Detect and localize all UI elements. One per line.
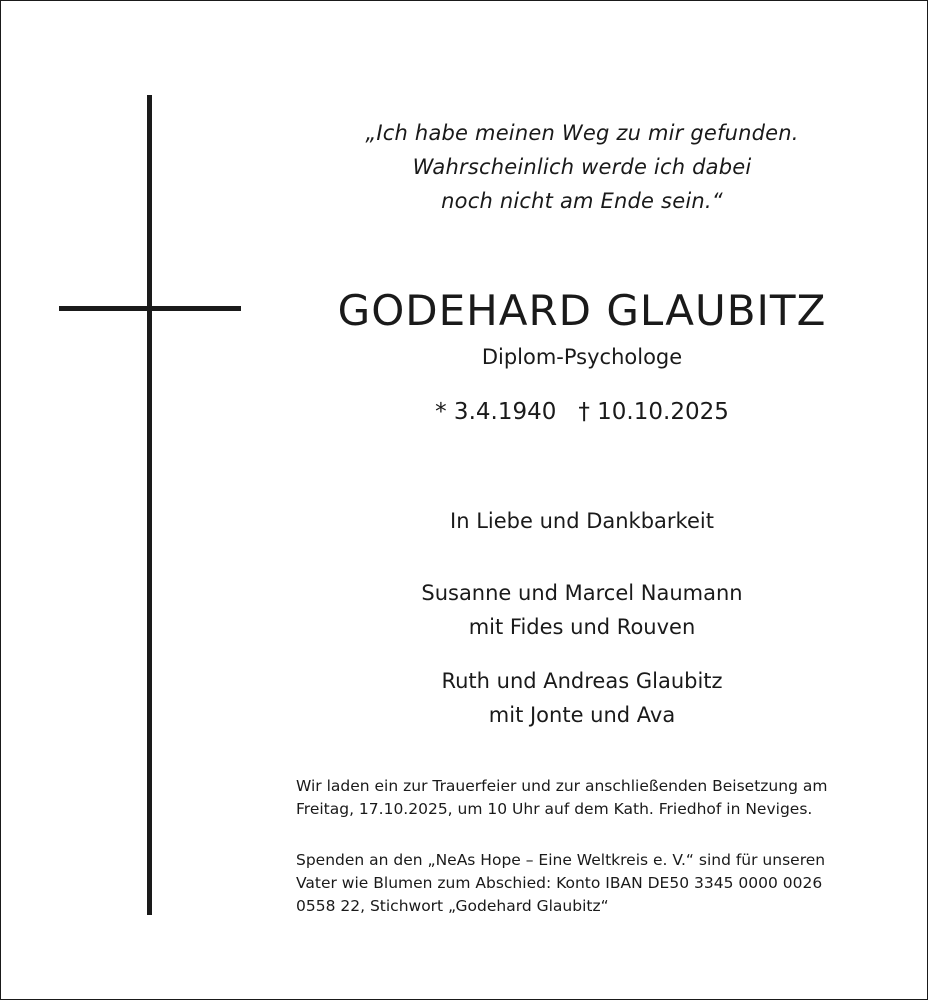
- mourner-family-2: [290, 664, 874, 732]
- cross-horizontal-bar: [59, 306, 241, 311]
- life-dates: [290, 394, 874, 430]
- cross-vertical-bar: [147, 95, 152, 915]
- birth-date: * 3.4.1940: [435, 399, 557, 425]
- donation-notice-line-1: Spenden an den „NeAs Hope – Eine Weltkreis e. V.“ sind für unseren: [296, 851, 826, 869]
- mourner-family-2-children: mit Jonte und Ava: [488, 703, 676, 727]
- mourner-family-2-names: Ruth und Andreas Glaubitz: [441, 669, 723, 693]
- funeral-notice: [296, 775, 896, 821]
- quote-line-1: „Ich habe meinen Weg zu mir gefunden.: [365, 121, 799, 145]
- mourner-family-1-children: mit Fides und Rouven: [468, 615, 696, 639]
- quote-line-3: noch nicht am Ende sein.“: [441, 189, 723, 213]
- deceased-profession: Diplom-Psychologe: [481, 345, 683, 369]
- donation-notice: [296, 849, 896, 918]
- quote-line-2: Wahrscheinlich werde ich dabei: [412, 155, 752, 179]
- mourner-family-1: [290, 576, 874, 644]
- funeral-notice-line-2: Freitag, 17.10.2025, um 10 Uhr auf dem Kath. Friedhof in Neviges.: [296, 800, 813, 818]
- mourner-family-1-names: Susanne und Marcel Naumann: [421, 581, 743, 605]
- quote: [290, 116, 874, 218]
- death-date: † 10.10.2025: [578, 399, 729, 425]
- donation-notice-line-3: 0558 22, Stichwort „Godehard Glaubitz“: [296, 897, 609, 915]
- deceased-name: GODEHARD GLAUBITZ: [337, 286, 827, 335]
- funeral-notice-line-1: Wir laden ein zur Trauerfeier und zur anschließenden Beisetzung am: [296, 777, 828, 795]
- thanks-line: In Liebe und Dankbarkeit: [450, 509, 714, 533]
- donation-notice-line-2: Vater wie Blumen zum Abschied: Konto IBAN DE50 3345 0000 0026: [296, 874, 823, 892]
